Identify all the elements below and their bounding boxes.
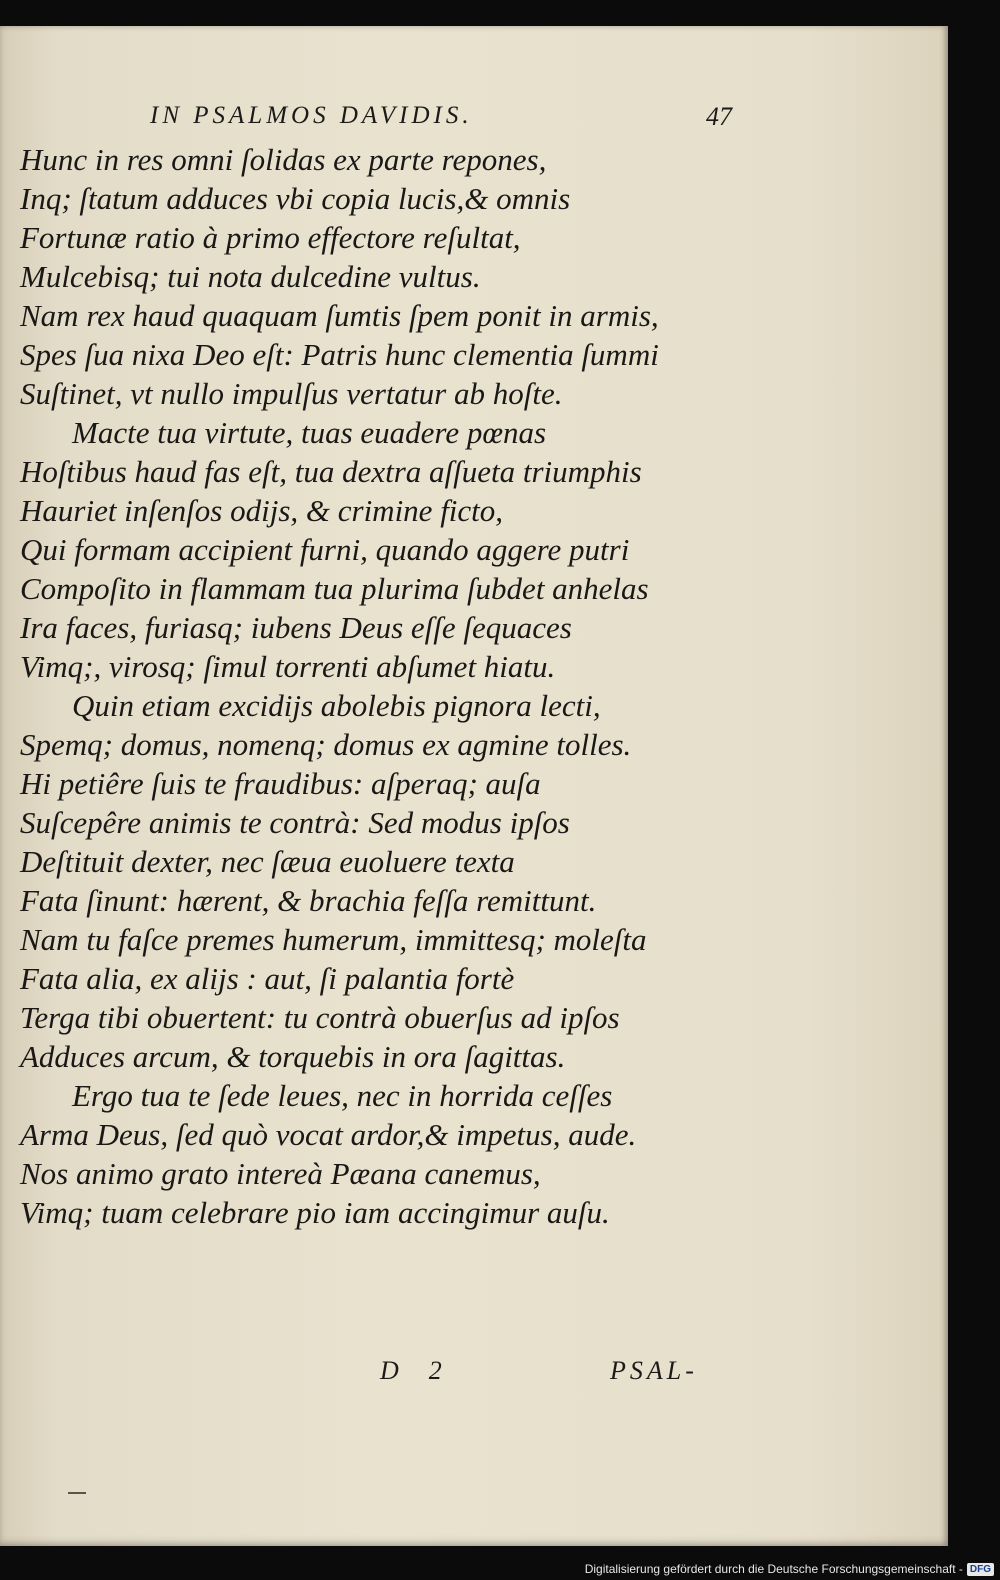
signature-mark: [380, 1356, 444, 1386]
verse-line: Suſtinet, vt nullo impulſus vertatur ab hoſte.: [20, 376, 563, 411]
verse-line: Vimq; tuam celebrare pio iam accingimur auſu.: [20, 1195, 610, 1230]
verse-line: Mulcebisq; tui nota dulcedine vultus.: [20, 259, 481, 294]
verse-line: Ergo tua te ſede leues, nec in horrida ceſſes: [72, 1078, 613, 1113]
page-mark: [68, 1492, 86, 1494]
verse-line: Arma Deus, ſed quò vocat ardor,& impetus, aude.: [20, 1117, 637, 1152]
verse-line: Spemq; domus, nomenq; domus ex agmine tolles.: [20, 727, 632, 762]
verse-line: Deſtituit dexter, nec ſæua euoluere texta: [20, 844, 515, 879]
signature-letter: D: [380, 1356, 401, 1385]
verse-line: Hoſtibus haud fas eſt, tua dextra aſſueta triumphis: [20, 454, 642, 489]
catchword: PSAL-: [610, 1356, 698, 1385]
signature-number: 2: [428, 1356, 444, 1385]
verse-line: Hunc in res omni ſolidas ex parte repones,: [20, 142, 547, 177]
running-head: IN PSALMOS DAVIDIS.: [150, 102, 473, 129]
verse-line: Nam tu faſce premes humerum, immittesq; moleſta: [20, 922, 647, 957]
footer-text: Digitalisierung gefördert durch die Deutsche Forschungsgemeinschaft -: [584, 1562, 963, 1576]
verse-line: Fortunæ ratio à primo effectore reſultat,: [20, 220, 521, 255]
verse-line: Hauriet inſenſos odijs, & crimine ficto,: [20, 493, 504, 528]
verse-line: Adduces arcum, & torquebis in ora ſagittas.: [20, 1039, 566, 1074]
verse-line: Suſcepêre animis te contrà: Sed modus ipſos: [20, 805, 570, 840]
verse-line: Fata alia, ex alijs : aut, ſi palantia fortè: [20, 961, 515, 996]
book-page: [0, 26, 948, 1546]
verse-line: Qui formam accipient furni, quando aggere putri: [20, 532, 630, 567]
verse-line: Hi petiêre ſuis te fraudibus: aſperaq; auſa: [20, 766, 541, 801]
page-number: 47: [706, 102, 732, 131]
verse-text: [20, 140, 750, 1232]
dfg-logo: DFG: [967, 1563, 994, 1576]
verse-line: Compoſito in flammam tua plurima ſubdet anhelas: [20, 571, 649, 606]
verse-line: Macte tua virtute, tuas euadere pœnas: [72, 415, 547, 450]
verse-line: Ira faces, furiasq; iubens Deus eſſe ſequaces: [20, 610, 572, 645]
verse-line: Inq; ſtatum adduces vbi copia lucis,& omnis: [20, 181, 571, 216]
verse-line: Vimq;, virosq; ſimul torrenti abſumet hiatu.: [20, 649, 556, 684]
digitization-footer: [585, 1562, 994, 1576]
verse-line: Terga tibi obuertent: tu contrà obuerſus ad ipſos: [20, 1000, 620, 1035]
verse-line: Nam rex haud quaquam ſumtis ſpem ponit in armis,: [20, 298, 659, 333]
verse-line: Nos animo grato intereà Pæana canemus,: [20, 1156, 541, 1191]
verse-line: Fata ſinunt: hærent, & brachia feſſa remittunt.: [20, 883, 597, 918]
verse-line: Quin etiam excidijs abolebis pignora lecti,: [72, 688, 601, 723]
verse-line: Spes ſua nixa Deo eſt: Patris hunc clementia ſummi: [20, 337, 659, 372]
